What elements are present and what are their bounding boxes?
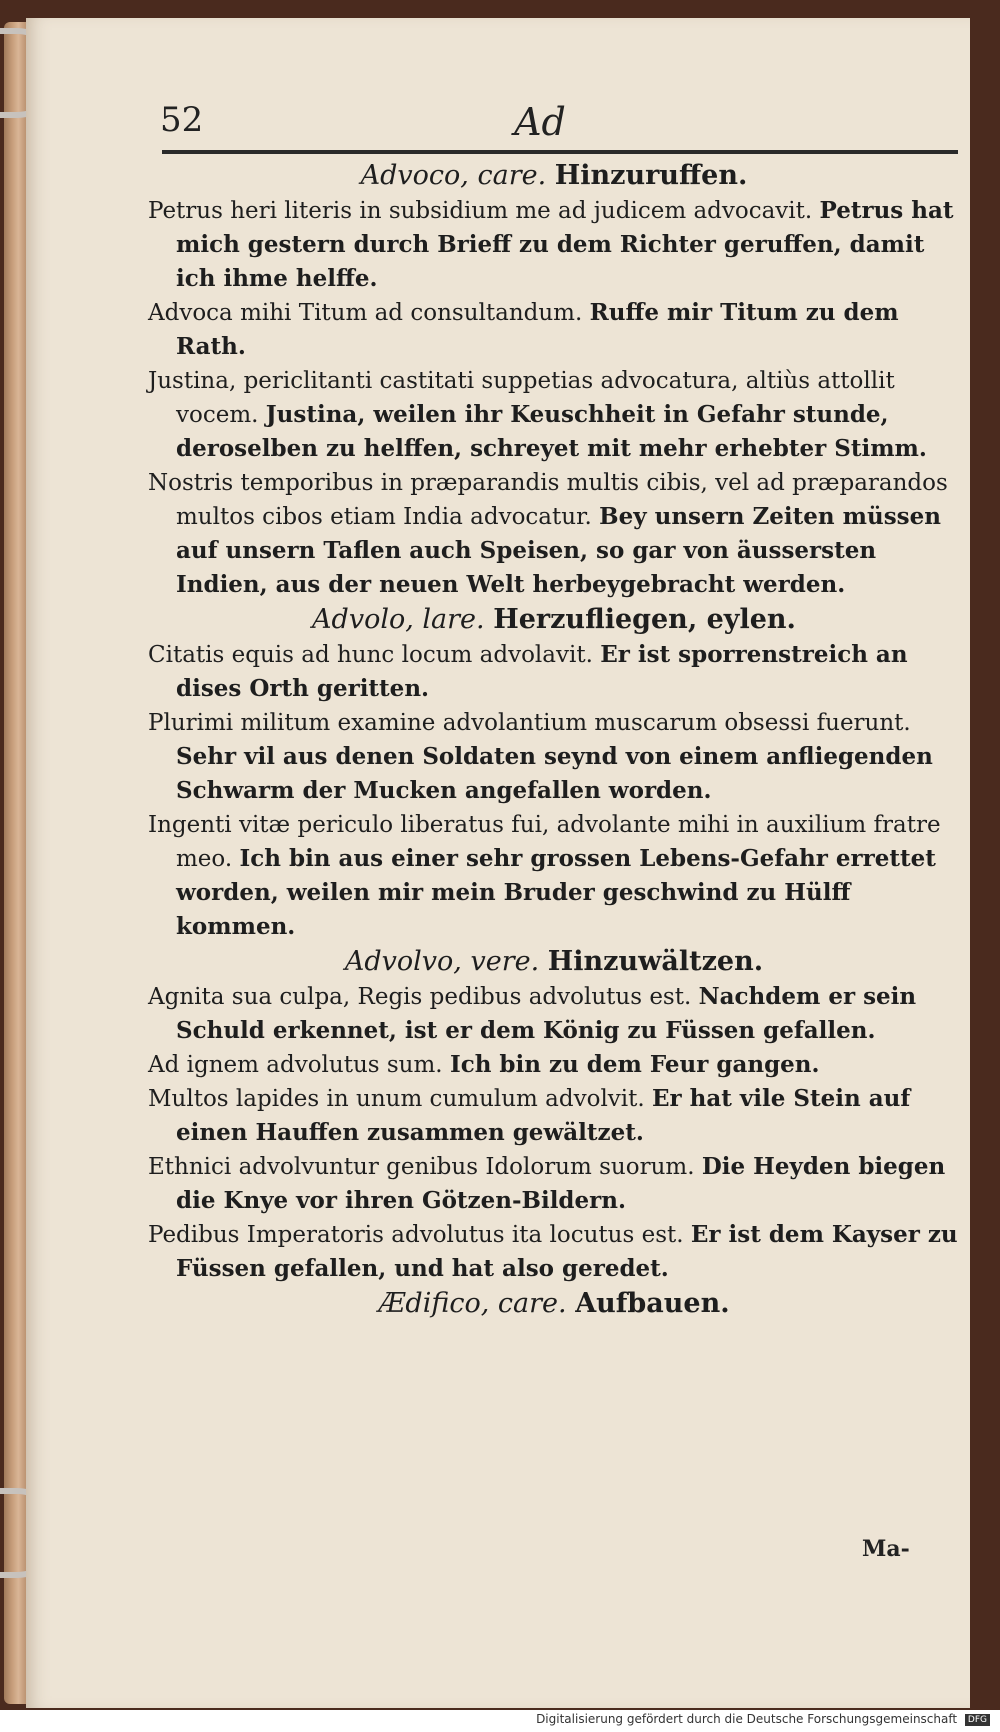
entry-latin: Ethnici advolvuntur genibus Idolorum suorum.	[148, 1154, 695, 1180]
entry	[148, 808, 960, 944]
entry-latin: Citatis equis ad hunc locum advolavit.	[148, 642, 593, 668]
entry	[148, 466, 960, 602]
entry-latin: Plurimi militum examine advolantium muscarum obsessi fuerunt.	[148, 710, 911, 736]
entry	[148, 296, 960, 364]
entry-german: Er ist dem Kayser zu Füssen gefallen, und hat also geredet.	[176, 1221, 958, 1282]
page-stack-edge	[4, 22, 28, 1704]
entry	[148, 364, 960, 466]
entry-german: Ich bin aus einer sehr grossen Lebens-Gefahr errettet worden, weilen mir mein Bruder geschwind zu Hülff kommen.	[176, 845, 936, 940]
entry	[148, 980, 960, 1048]
headword	[148, 158, 960, 194]
entry-latin: Multos lapides in unum cumulum advolvit.	[148, 1086, 645, 1112]
entry-latin: Advoca mihi Titum ad consultandum.	[148, 300, 583, 326]
headword-latin: Advolvo, vere.	[344, 946, 540, 977]
entry-german: Bey unsern Zeiten müssen auf unsern Taflen auch Speisen, so gar von äussersten Indien, aus der neuen Welt herbeygebracht werden.	[176, 503, 941, 598]
footer-text: Digitalisierung gefördert durch die Deutsche Forschungsgemeinschaft	[536, 1712, 958, 1726]
letter-head: Ad	[514, 100, 566, 144]
entry	[148, 1218, 960, 1286]
entry-latin: Agnita sua culpa, Regis pedibus advolutus est.	[148, 984, 692, 1010]
running-head	[120, 82, 960, 142]
headword	[148, 602, 960, 638]
digitization-footer	[0, 1712, 990, 1726]
catchword: Ma-	[862, 1536, 910, 1562]
dfg-badge: DFG	[965, 1714, 990, 1726]
headword-latin: Advoco, care.	[360, 160, 547, 191]
dictionary-text	[148, 158, 960, 1322]
headword-german: Hinzuwältzen.	[547, 946, 764, 977]
entry-german: Er hat vile Stein auf einen Hauffen zusammen gewältzet.	[176, 1085, 911, 1146]
entry-german: Ruffe mir Titum zu dem Rath.	[176, 299, 899, 360]
headword	[148, 1286, 960, 1322]
entry	[148, 638, 960, 706]
entry-german: Petrus hat mich gestern durch Brieff zu dem Richter geruffen, damit ich ihme helffe.	[176, 197, 954, 292]
entry-german: Justina, weilen ihr Keuschheit in Gefahr stunde, deroselben zu helffen, schreyet mit mehr erhebter Stimm.	[176, 401, 927, 462]
entry-latin: Petrus heri literis in subsidium me ad judicem advocavit.	[148, 198, 813, 224]
headword	[148, 944, 960, 980]
entry	[148, 1048, 960, 1082]
entry-latin: Pedibus Imperatoris advolutus ita locutus est.	[148, 1222, 684, 1248]
entry-german: Ich bin zu dem Feur gangen.	[449, 1051, 820, 1078]
header-rule	[162, 150, 958, 154]
entry-german: Die Heyden biegen die Knye vor ihren Götzen-Bildern.	[176, 1153, 946, 1214]
entry-german: Er ist sporrenstreich an dises Orth geritten.	[176, 641, 908, 702]
entry-german: Sehr vil aus denen Soldaten seynd von einem anfliegenden Schwarm der Mucken angefallen worden.	[176, 743, 933, 804]
entry	[148, 1082, 960, 1150]
entry	[148, 706, 960, 808]
headword-latin: Advolo, lare.	[312, 604, 485, 635]
entry-latin: Nostris temporibus in præparandis multis cibis, vel ad præparandos multos cibos etiam India advocatur.	[148, 470, 948, 530]
entry	[148, 1150, 960, 1218]
headword-latin: Ædifico, care.	[378, 1288, 567, 1319]
headword-german: Hinzuruffen.	[554, 160, 748, 191]
entry-latin: Ad ignem advolutus sum.	[148, 1052, 443, 1078]
headword-german: Aufbauen.	[575, 1288, 730, 1319]
headword-german: Herzufliegen, eylen.	[493, 604, 796, 635]
page-number: 52	[160, 100, 204, 140]
entry-latin: Ingenti vitæ periculo liberatus fui, advolante mihi in auxilium fratre meo.	[148, 812, 941, 872]
entry	[148, 194, 960, 296]
entry-german: Nachdem er sein Schuld erkennet, ist er dem König zu Füssen gefallen.	[176, 983, 917, 1044]
entry-latin: Justina, periclitanti castitati suppetias advocatura, altiùs attollit vocem.	[148, 368, 895, 428]
